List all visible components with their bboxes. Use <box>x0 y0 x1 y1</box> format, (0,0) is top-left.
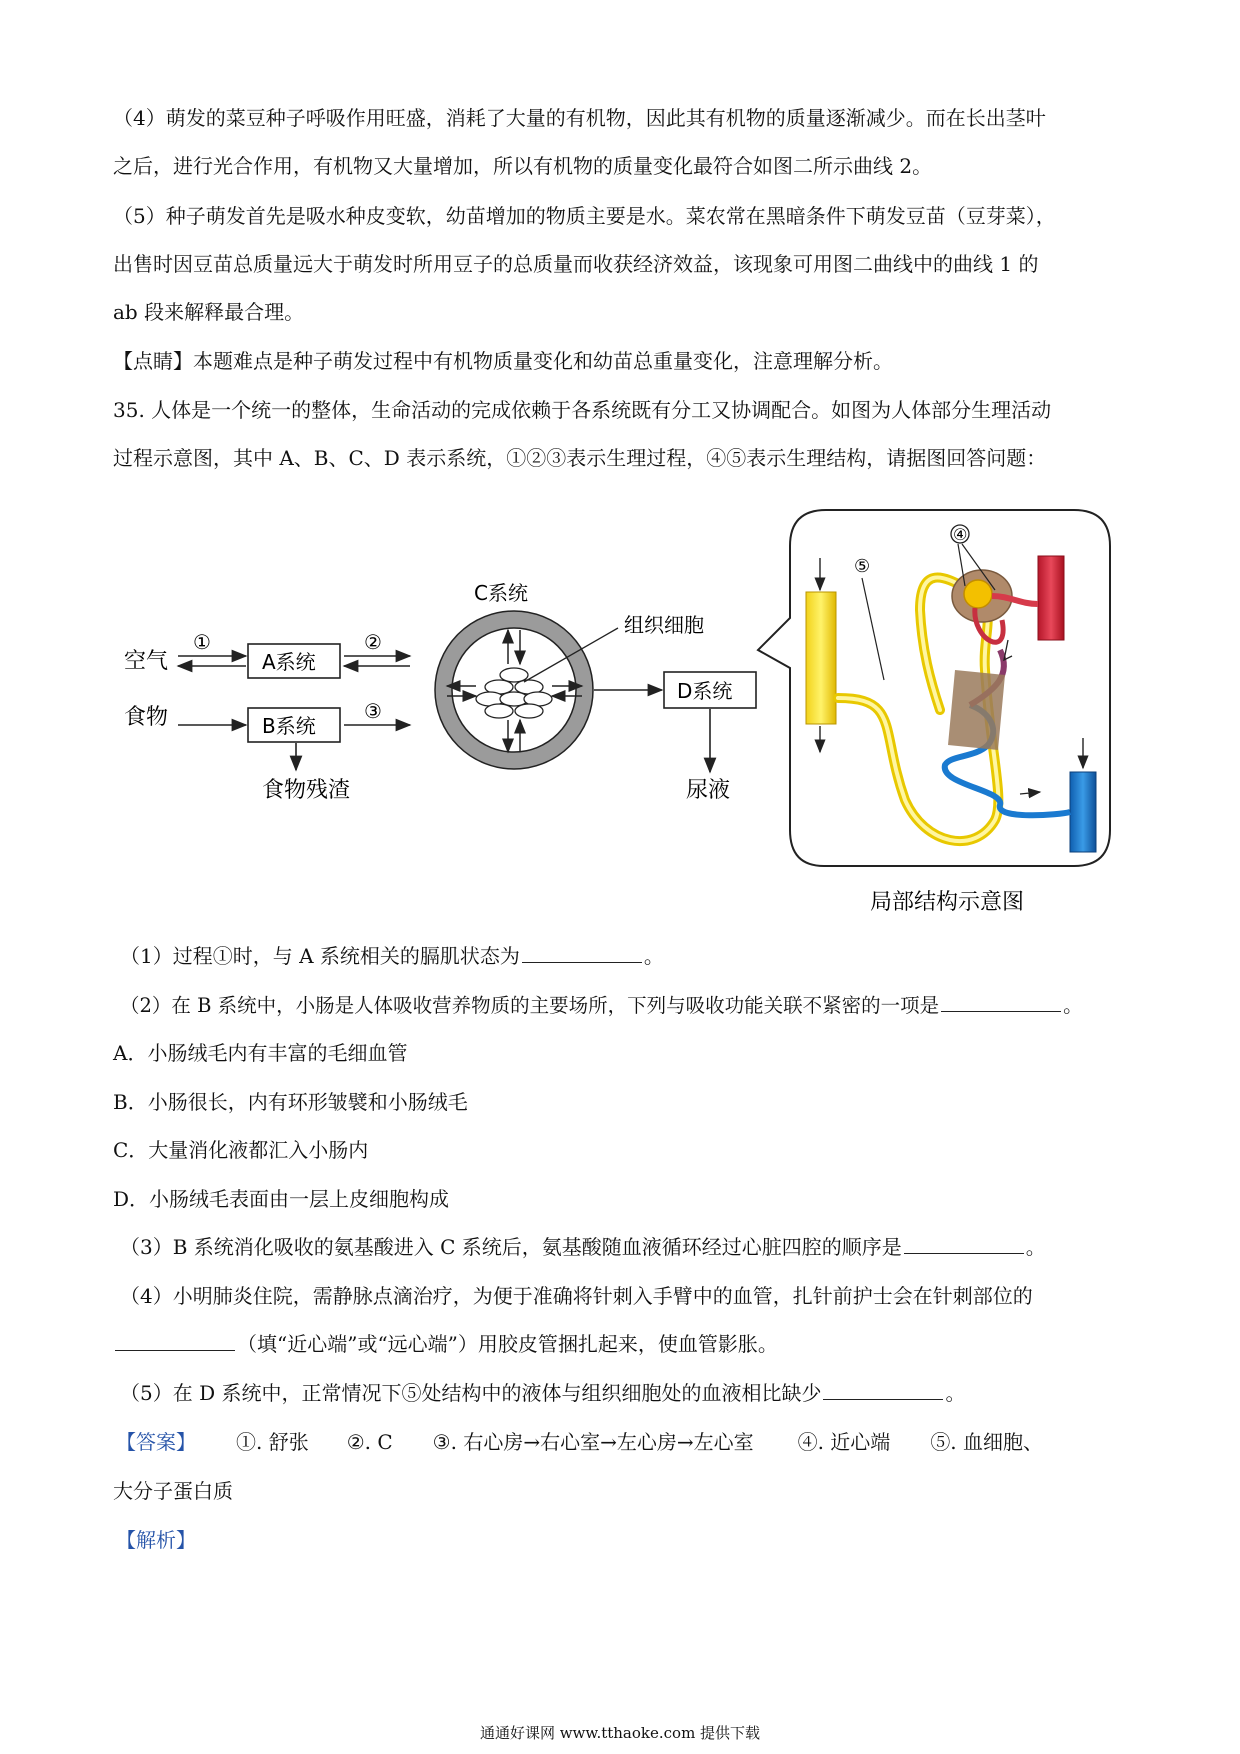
question-3-text: （3）B 系统消化吸收的氨基酸进入 C 系统后，氨基酸随血液循环经过心脏四腔的顺序是 <box>120 1235 902 1259</box>
question-1-end: 。 <box>643 944 664 968</box>
analysis-label: 【解析】 <box>116 1528 196 1552</box>
a-system-label: A系统 <box>262 650 316 674</box>
question-1-blank[interactable] <box>522 944 642 963</box>
answer-line <box>116 1430 1043 1454</box>
answer-1: ①. 舒张 <box>236 1430 309 1454</box>
paragraph-4-line-2: 之后，进行光合作用，有机物又大量增加，所以有机物的质量变化最符合如图二所示曲线 2。 <box>113 154 933 178</box>
question-4-text: （填“近心端”或“远心端”）用胶皮管捆扎起来，使血管影胀。 <box>237 1332 778 1356</box>
option-d[interactable]: D．小肠绒毛表面由一层上皮细胞构成 <box>113 1187 450 1211</box>
urine-label: 尿液 <box>686 778 731 803</box>
question-35-line-1: 35. 人体是一个统一的整体，生命活动的完成依赖于各系统既有分工又协调配合。如图为人体部分生理活动 <box>113 398 1052 422</box>
answer-4: ④. 近心端 <box>797 1430 891 1454</box>
c-system-label: C系统 <box>474 581 528 605</box>
tissue-cell-label: 组织细胞 <box>624 613 704 637</box>
question-2-blank[interactable] <box>941 993 1061 1012</box>
local-structure-caption: 局部结构示意图 <box>870 890 1025 915</box>
yellow-collecting-duct <box>806 592 836 724</box>
question-4-line-1: （4）小明肺炎住院，需静脉点滴治疗，为便于准确将针刺入手臂中的血管，扎针前护士会在针刺部位的 <box>120 1284 1033 1308</box>
question-2-text: （2）在 B 系统中，小肠是人体吸收营养物质的主要场所，下列与吸收功能关联不紧密的一项是 <box>120 994 940 1017</box>
d-system-label: D系统 <box>677 679 733 703</box>
question-3 <box>120 1235 1046 1259</box>
answer-3: ③. 右心房→右心室→左心房→左心室 <box>432 1430 754 1454</box>
question-5-text: （5）在 D 系统中，正常情况下⑤处结构中的液体与组织细胞处的血液相比缺少 <box>120 1381 822 1405</box>
answer-5: ⑤. 血细胞、 <box>930 1430 1044 1454</box>
option-b[interactable]: B．小肠很长，内有环形皱襞和小肠绒毛 <box>113 1090 468 1114</box>
question-5-blank[interactable] <box>823 1381 943 1400</box>
b-system-label: B系统 <box>262 714 316 738</box>
physiology-diagram <box>0 500 1240 930</box>
question-2 <box>120 993 1083 1017</box>
process-1-label: ① <box>193 630 211 654</box>
red-artery <box>1038 556 1064 640</box>
option-c[interactable]: C．大量消化液都汇入小肠内 <box>113 1138 369 1162</box>
question-4-line-2 <box>113 1332 778 1356</box>
process-2-label: ② <box>364 630 382 654</box>
option-a[interactable]: A．小肠绒毛内有丰富的毛细血管 <box>113 1041 408 1065</box>
answer-2: ②. C <box>346 1430 393 1454</box>
structure-5-label: ⑤ <box>854 556 871 577</box>
tubule-segment <box>948 670 1005 750</box>
c-system-inner <box>452 628 576 752</box>
question-2-end: 。 <box>1063 994 1083 1017</box>
paragraph-5-line-2: 出售时因豆苗总质量远大于萌发时所用豆子的总质量而收获经济效益，该现象可用图二曲线中的曲线 1 的 <box>113 252 1039 276</box>
question-3-end: 。 <box>1025 1235 1046 1259</box>
food-residue-label: 食物残渣 <box>262 778 351 803</box>
answer-label: 【答案】 <box>116 1430 196 1454</box>
air-label: 空气 <box>124 649 169 674</box>
paragraph-4-line-1: （4）萌发的菜豆种子呼吸作用旺盛，消耗了大量的有机物，因此其有机物的质量逐渐减少。而在长出茎叶 <box>113 106 1046 130</box>
question-3-blank[interactable] <box>904 1235 1024 1254</box>
structure-4-label: ④ <box>953 525 968 544</box>
blue-vein <box>1070 772 1096 852</box>
footer-source: 通通好课网 www.tthaoke.com 提供下载 <box>479 1724 761 1742</box>
question-1 <box>120 944 664 968</box>
question-5-end: 。 <box>945 1381 966 1405</box>
question-5 <box>120 1381 965 1405</box>
paragraph-5-line-1: （5）种子萌发首先是吸水种皮变软，幼苗增加的物质主要是水。菜农常在黑暗条件下萌发豆苗（豆芽菜）， <box>113 204 1056 228</box>
paragraph-5-line-3: ab 段来解释最合理。 <box>113 300 305 324</box>
glomerulus <box>964 580 992 608</box>
question-4-blank[interactable] <box>115 1332 235 1351</box>
question-1-text: （1）过程①时，与 A 系统相关的膈肌状态为 <box>120 944 520 968</box>
process-3-label: ③ <box>364 699 382 723</box>
answer-5-continued: 大分子蛋白质 <box>113 1479 233 1503</box>
dianjing-note: 【点睛】本题难点是种子萌发过程中有机物质量变化和幼苗总重量变化，注意理解分析。 <box>113 349 893 373</box>
question-35-line-2: 过程示意图，其中 A、B、C、D 表示系统，①②③表示生理过程，④⑤表示生理结构，请据图回答问题： <box>113 446 1047 470</box>
food-label: 食物 <box>124 705 169 730</box>
